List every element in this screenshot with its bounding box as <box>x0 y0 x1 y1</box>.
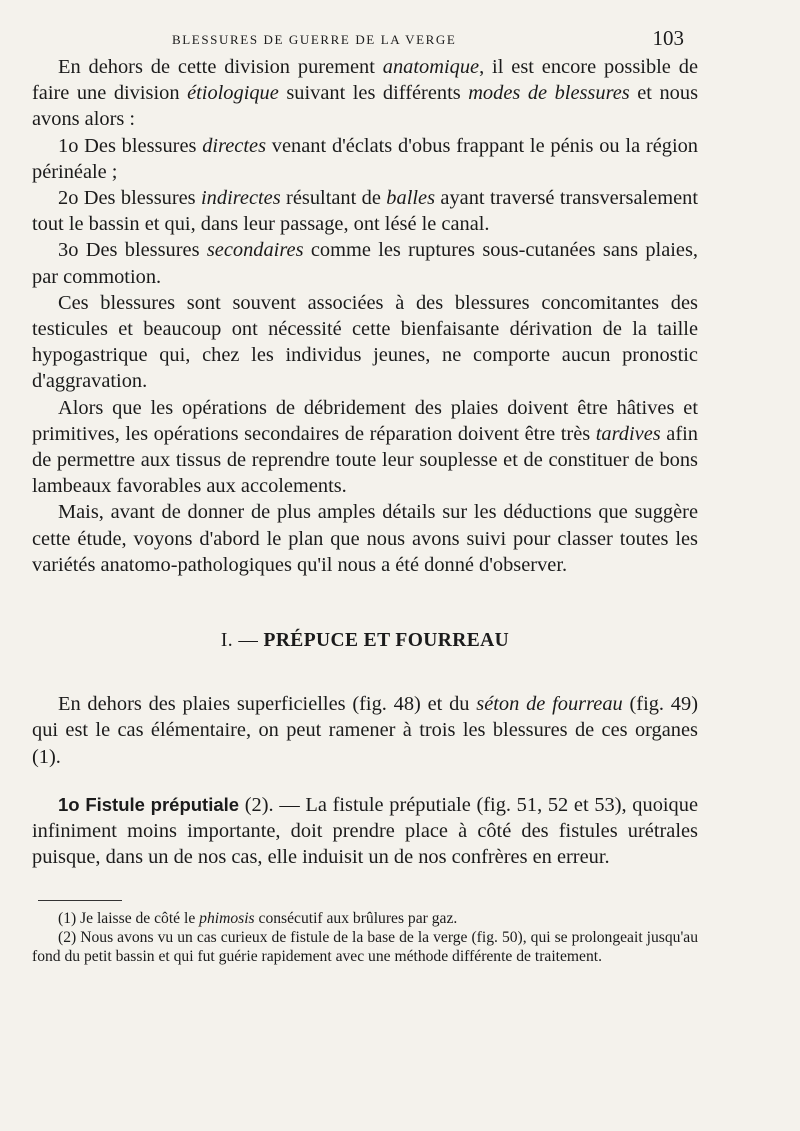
body-text <box>32 54 698 870</box>
section-number: I. — <box>220 630 259 652</box>
section-heading <box>32 628 698 654</box>
book-page <box>32 24 698 966</box>
paragraph-associees: Ces blessures sont souvent associées à des blessures concomitantes des testicules et beaucoup ont nécessité cette bienfaisante dérivation de la taille hypogastrique qui, chez les individus jeunes, ne comporte aucun pronostic d'aggravation. <box>32 291 698 393</box>
page-header <box>32 24 698 54</box>
paragraph-operations: Alors que les opérations de débridement des plaies doivent être hâtives et primitives, les opérations secondaires de réparation doivent être très tardives afin de permettre aux tissus de reprendre toute leur souplesse et de constituer de bons lambeaux favorables aux accolements. <box>32 396 698 498</box>
paragraph-fistule: 1o Fistule préputiale (2). — La fistule préputiale (fig. 51, 52 et 53), quoique infiniment moins importante, doit prendre place à côté des fistules urétrales puisque, dans un de nos cas, elle induisit un de nos confrères en erreur. <box>32 793 698 869</box>
paragraph-plan: Mais, avant de donner de plus amples détails sur les déductions que suggère cette étude, voyons d'abord le plan que nous avons suivi pour classer toutes les variétés anatomo-pathologiques qu'il nous a été donné d'observer. <box>32 501 698 576</box>
page-number: 103 <box>652 26 684 50</box>
paragraph-division: En dehors de cette division purement anatomique, il est encore possible de faire une division étiologique suivant les différents modes de blessures et nous avons alors : <box>32 56 699 131</box>
section-title: PRÉPUCE ET FOURREAU <box>263 630 510 652</box>
running-title: BLESSURES DE GUERRE DE LA VERGE <box>172 32 457 47</box>
subheading-fistule: 1o Fistule préputiale <box>58 793 240 815</box>
paragraph-plaies: En dehors des plaies superficielles (fig. 48) et du séton de fourreau (fig. 49) qui est le cas élémentaire, on peut ramener à trois les blessures de ces organes (1). <box>32 693 698 768</box>
list-item-secondaires: 3o Des blessures secondaires comme les ruptures sous-cutanées sans plaies, par commotion. <box>32 239 699 288</box>
footnote-2: (2) Nous avons vu un cas curieux de fistule de la base de la verge (fig. 50), qui se prolongeait jusqu'au fond du petit bassin et qui fut guérie rapidement avec une méthode différente de traitement. <box>32 929 698 966</box>
footnote-1: (1) Je laisse de côté le phimosis consécutif aux brûlures par gaz. <box>58 910 458 928</box>
list-item-indirectes: 2o Des blessures indirectes résultant de balles ayant traversé transversalement tout le bassin et qui, dans leur passage, ont lésé le canal. <box>32 187 698 236</box>
footnotes <box>32 909 698 966</box>
footnote-rule <box>38 900 122 901</box>
list-item-directes: 1o Des blessures directes venant d'éclats d'obus frappant le pénis ou la région périnéale ; <box>32 134 698 183</box>
